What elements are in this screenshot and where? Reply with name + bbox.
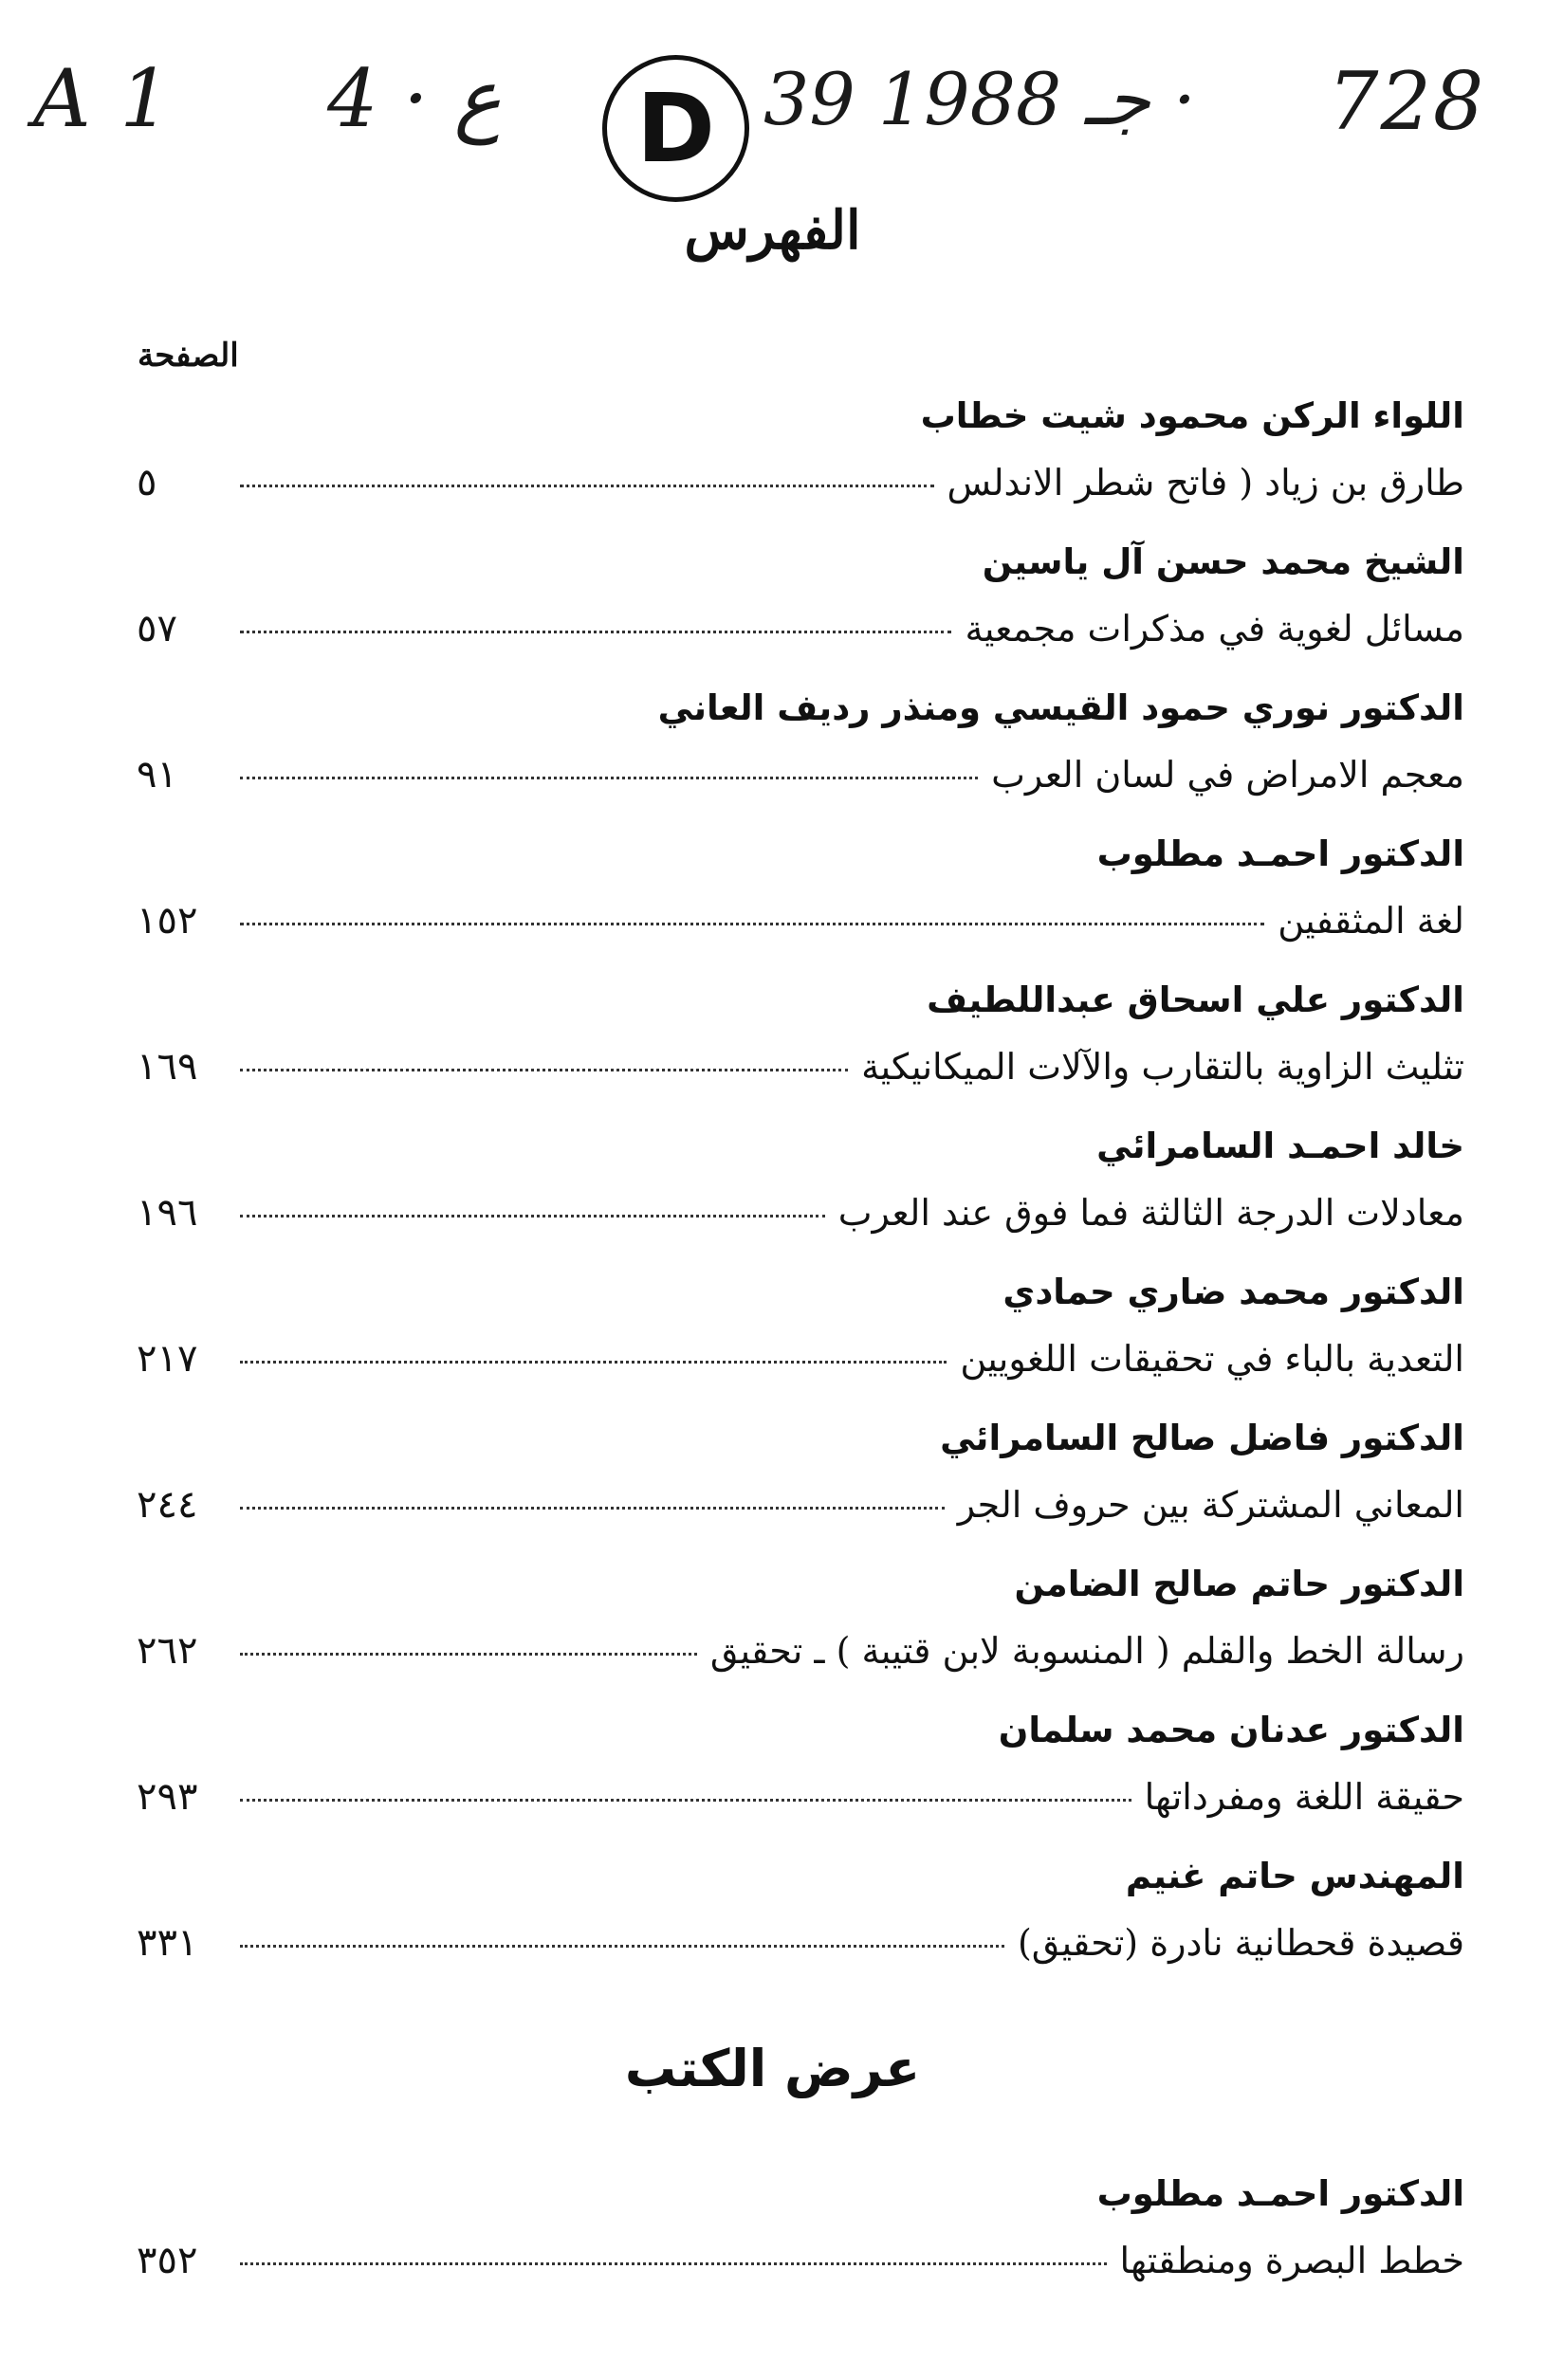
dot-leader: [240, 1361, 947, 1364]
entry-page-number: ٣٥٢: [137, 2239, 198, 2282]
entry-title: معجم الامراض في لسان العرب: [991, 754, 1464, 796]
entry-author: الدكتور فاضل صالح السامرائي: [940, 1418, 1464, 1458]
entry-line: [137, 1179, 1464, 1260]
dot-leader: [240, 1653, 697, 1656]
entry-line: [137, 1617, 1464, 1698]
handwritten-number: 728: [1328, 55, 1486, 148]
dot-leader: [240, 631, 951, 633]
dot-leader: [240, 2262, 1107, 2265]
entry-title: خطط البصرة ومنطقتها: [1119, 2240, 1464, 2281]
toc-entry: [137, 1114, 1464, 1260]
page-title: الفهرس: [684, 199, 861, 262]
dot-leader: [240, 1215, 825, 1217]
toc-entry: [137, 1552, 1464, 1698]
entry-line: [137, 1033, 1464, 1114]
entry-line: [137, 1325, 1464, 1406]
dot-leader: [240, 1069, 848, 1071]
entry-line: [137, 887, 1464, 968]
toc-entry: [137, 1698, 1464, 1844]
entry-page-number: ١٦٩: [137, 1045, 198, 1089]
entry-title: المعاني المشتركة بين حروف الجر: [957, 1484, 1464, 1526]
dot-leader: [240, 1799, 1131, 1802]
entry-author: الدكتور احمـد مطلوب: [1096, 2173, 1464, 2214]
entry-page-number: ١٩٦: [137, 1191, 198, 1235]
entry-page-number: ٥٧: [137, 607, 177, 650]
toc-entry: [137, 1260, 1464, 1406]
entry-page-number: ٢٤٤: [137, 1483, 198, 1527]
entry-author: الدكتور علي اسحاق عبداللطيف: [927, 979, 1464, 1020]
entry-line: [137, 741, 1464, 822]
entry-author: الدكتور احمـد مطلوب: [1096, 833, 1464, 874]
entry-author: الدكتور عدنان محمد سلمان: [998, 1710, 1464, 1750]
dot-leader: [240, 485, 934, 487]
toc-entry: [137, 1844, 1464, 1990]
entry-author: الدكتور حاتم صالح الضامن: [1014, 1564, 1464, 1604]
toc-entry: [137, 530, 1464, 676]
entry-title: رسالة الخط والقلم ( المنسوبة لابن قتيبة ) ـ تحقيق: [709, 1630, 1464, 1672]
toc-entry: [137, 968, 1464, 1114]
entry-author: المهندس حاتم غنيم: [1125, 1856, 1464, 1896]
dot-leader: [240, 777, 978, 779]
table-of-contents: [137, 384, 1464, 1990]
entry-page-number: ٥: [137, 461, 157, 504]
entry-page-number: ٢٩٣: [137, 1775, 198, 1819]
entry-author: الدكتور محمد ضاري حمادي: [1002, 1272, 1464, 1312]
dot-leader: [240, 1507, 945, 1510]
entry-line: [137, 1909, 1464, 1990]
entry-line: [137, 2226, 1464, 2308]
toc-entry: [137, 822, 1464, 968]
toc-entry: [137, 384, 1464, 530]
dot-leader: [240, 923, 1264, 925]
entry-title: تثليث الزاوية بالتقارب والآلات الميكانيكية: [861, 1046, 1464, 1088]
entry-page-number: ٢٦٢: [137, 1629, 198, 1673]
entry-line: [137, 1763, 1464, 1844]
dot-leader: [240, 1945, 1004, 1948]
review-entry: [137, 2162, 1464, 2308]
handwritten-note-left: A 1: [33, 52, 173, 145]
entry-line: [137, 595, 1464, 676]
entry-title: التعدية بالباء في تحقيقات اللغويين: [960, 1338, 1464, 1380]
entry-author: الشيخ محمد حسن آل ياسين: [982, 541, 1464, 582]
entry-title: معادلات الدرجة الثالثة فما فوق عند العرب: [837, 1192, 1464, 1234]
entry-page-number: ١٥٢: [137, 899, 198, 943]
entry-line: [137, 449, 1464, 530]
book-reviews-list: [137, 2162, 1464, 2308]
entry-page-number: ٣٣١: [137, 1921, 198, 1965]
entry-title: طارق بن زياد ( فاتح شطر الاندلس: [947, 462, 1464, 503]
entry-title: حقيقة اللغة ومفرداتها: [1144, 1776, 1464, 1818]
entry-author: الدكتور نوري حمود القيسي ومنذر رديف العاني: [657, 687, 1464, 728]
toc-entry: [137, 676, 1464, 822]
entry-line: [137, 1471, 1464, 1552]
book-reviews-heading: عرض الكتب: [624, 2039, 921, 2098]
entry-page-number: ٩١: [137, 753, 177, 796]
page-column-label: الصفحة: [138, 337, 239, 375]
entry-title: مسائل لغوية في مذكرات مجمعية: [965, 608, 1464, 650]
entry-page-number: ٢١٧: [137, 1337, 198, 1381]
entry-title: لغة المثقفين: [1278, 900, 1464, 942]
handwritten-note-middle: 4 · ع: [327, 52, 502, 145]
entry-title: قصيدة قحطانية نادرة (تحقيق): [1017, 1922, 1464, 1964]
entry-author: اللواء الركن محمود شيت خطاب: [920, 395, 1464, 436]
entry-author: خالد احمـد السامرائي: [1096, 1126, 1464, 1166]
d-stamp: D: [602, 55, 749, 202]
toc-entry: [137, 1406, 1464, 1552]
handwritten-date: 39 جـ 1988 ·: [763, 57, 1197, 141]
